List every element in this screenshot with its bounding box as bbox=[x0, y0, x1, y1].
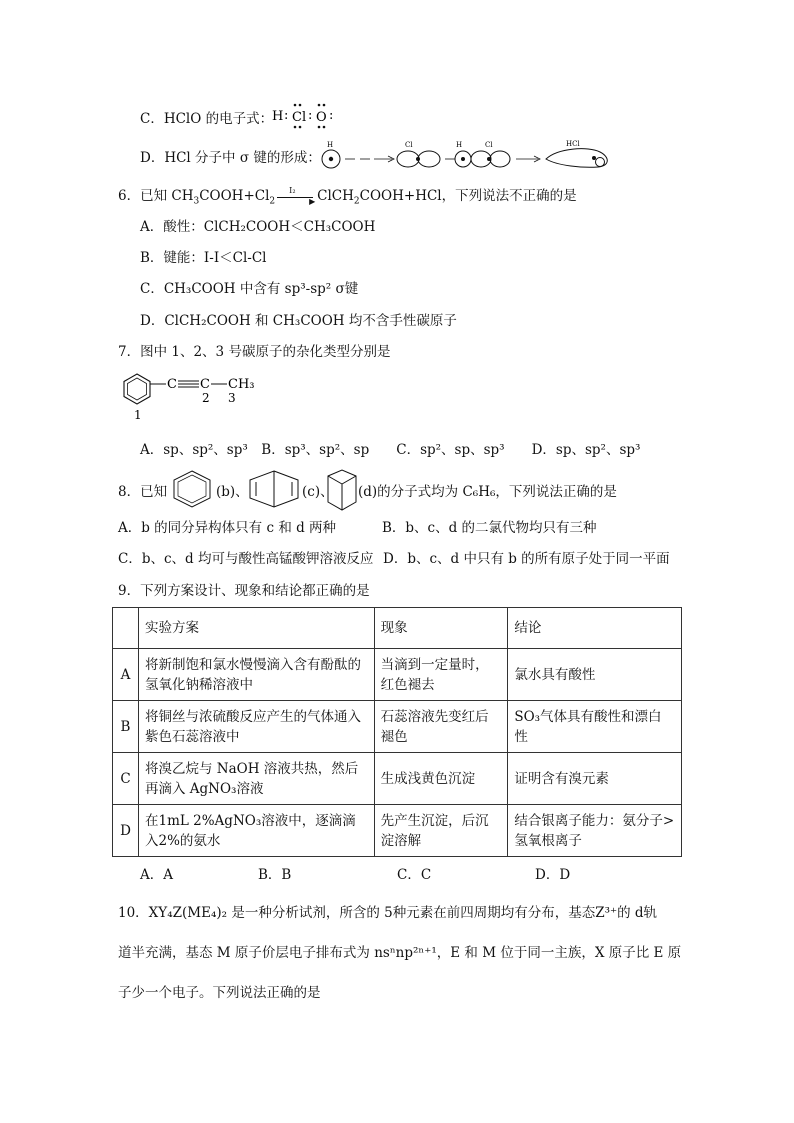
header-cell bbox=[113, 608, 139, 649]
q9-option-a: A．A bbox=[140, 867, 173, 883]
label-2: 2 bbox=[202, 391, 210, 405]
h-label: H bbox=[327, 141, 334, 149]
h-label-2: H bbox=[456, 141, 463, 149]
header-cell: 结论 bbox=[508, 608, 682, 649]
struct-c1: C bbox=[167, 377, 177, 392]
q8-option-c: C．b、c、d 均可与酸性高锰酸钾溶液反应 bbox=[118, 551, 374, 567]
formula-colon-2: : bbox=[308, 108, 313, 123]
header-cell: 现象 bbox=[374, 608, 508, 649]
formula-colon-3: : bbox=[329, 108, 334, 123]
formula-h: H bbox=[272, 109, 284, 124]
struct-ch3: CH₃ bbox=[228, 377, 255, 392]
cell-conclusion: 结合银离子能力：氨分子>氢氧根离子 bbox=[508, 805, 682, 857]
label-3: 3 bbox=[228, 391, 236, 405]
cell-plan: 将铜丝与浓硫酸反应产生的气体通入紫色石蕊溶液中 bbox=[138, 701, 374, 753]
benzene-b-structure bbox=[170, 469, 216, 509]
phenylpropyne-structure bbox=[118, 368, 268, 426]
reaction-arrow: I₂ ▶ bbox=[275, 191, 317, 203]
dot bbox=[318, 104, 321, 107]
q6-option-b: B．键能：I-I＜Cl-Cl bbox=[140, 250, 267, 266]
q6-reaction: COOH+Cl bbox=[199, 188, 270, 204]
table-header-row bbox=[113, 608, 682, 649]
struct-c2: C bbox=[200, 377, 210, 392]
table-row bbox=[113, 753, 682, 805]
q8-option-d: D．b、c、d 中只有 b 的所有原子处于同一平面 bbox=[383, 551, 670, 567]
q8-b-label: (b)、 bbox=[216, 484, 249, 500]
cell-plan: 在1mL 2%AgNO₃溶液中，逐滴滴入2%的氨水 bbox=[138, 805, 374, 857]
q6-option-c: C．CH₃COOH 中含有 sp³-sp² σ键 bbox=[140, 281, 359, 297]
row-label: B bbox=[113, 701, 139, 753]
row-label: C bbox=[113, 753, 139, 805]
table-row bbox=[113, 805, 682, 857]
dot bbox=[323, 104, 326, 107]
q8-option-a: A．b 的同分异构体只有 c 和 d 两种 bbox=[118, 520, 337, 536]
q7-stem: 7．图中 1、2、3 号碳原子的杂化类型分别是 bbox=[118, 344, 391, 360]
sigma-bond-formation-diagram bbox=[318, 138, 613, 172]
q6-stem-pre: 6．已知 CH bbox=[118, 188, 194, 204]
row-label: D bbox=[113, 805, 139, 857]
q10-line-3: 子少一个电子。下列说法正确的是 bbox=[118, 985, 321, 1001]
q9-option-d: D．D bbox=[535, 867, 571, 883]
cell-conclusion: 氯水具有酸性 bbox=[508, 649, 682, 701]
cell-conclusion: SO₃气体具有酸性和漂白性 bbox=[508, 701, 682, 753]
cell-phenomenon: 生成浅黄色沉淀 bbox=[374, 753, 508, 805]
cl-label-2: Cl bbox=[485, 141, 493, 149]
dot bbox=[294, 104, 297, 107]
cell-phenomenon: 当滴到一定量时，红色褪去 bbox=[374, 649, 508, 701]
label-1: 1 bbox=[134, 408, 142, 422]
q5-option-d-label: D．HCl 分子中 σ 键的形成： bbox=[140, 150, 321, 166]
dot bbox=[318, 126, 321, 129]
row-label: A bbox=[113, 649, 139, 701]
hclo-electron-formula bbox=[272, 100, 342, 130]
q8-stem-pre: 8．已知 bbox=[118, 484, 168, 500]
q6-stem: 6．已知 $CH_3COOH+Cl_2$ I₂ ▶ ClCH$_2$COOH+HCl，下列说法不正确的是 bbox=[118, 187, 577, 205]
q6-option-a: A．酸性：ClCH₂COOH＜CH₃COOH bbox=[140, 219, 376, 235]
table-row bbox=[113, 649, 682, 701]
q9-option-b: B．B bbox=[258, 867, 292, 883]
dot bbox=[299, 104, 302, 107]
cell-plan: 将溴乙烷与 NaOH 溶液共热，然后再滴入 AgNO₃溶液 bbox=[138, 753, 374, 805]
cl-label: Cl bbox=[405, 141, 413, 149]
q7-options: A．sp、sp²、sp³ B．sp³、sp²、sp C．sp²、sp、sp³ D．sp、sp²、sp³ bbox=[140, 442, 641, 458]
dot bbox=[294, 126, 297, 129]
header-cell: 实验方案 bbox=[138, 608, 374, 649]
cell-phenomenon: 先产生沉淀，后沉淀溶解 bbox=[374, 805, 508, 857]
formula-colon-1: : bbox=[284, 108, 289, 123]
q9-option-c: C．C bbox=[397, 867, 432, 883]
q8-stem: (d)的分子式均为 C₆H₆，下列说法正确的是 bbox=[358, 484, 617, 500]
table-row bbox=[113, 701, 682, 753]
cell-phenomenon: 石蕊溶液先变红后褪色 bbox=[374, 701, 508, 753]
prismane-d-structure bbox=[324, 468, 360, 512]
cell-plan: 将新制饱和氯水慢慢滴入含有酚酞的氢氧化钠稀溶液中 bbox=[138, 649, 374, 701]
q6-stem-post: COOH+HCl，下列说法不正确的是 bbox=[359, 188, 577, 204]
q8-option-b: B．b、c、d 的二氯代物均只有三种 bbox=[382, 520, 597, 536]
q5-option-c-label: C．HClO 的电子式： bbox=[140, 111, 274, 127]
q6-product: ClCH bbox=[317, 188, 354, 204]
q9-table bbox=[112, 607, 682, 857]
q9-stem: 9．下列方案设计、现象和结论都正确的是 bbox=[118, 583, 370, 599]
q8-c-label: (c)、 bbox=[302, 484, 334, 500]
q6-option-d: D．ClCH₂COOH 和 CH₃COOH 均不含手性碳原子 bbox=[140, 313, 457, 329]
formula-cl: Cl bbox=[292, 110, 307, 125]
dewar-benzene-c-structure bbox=[246, 469, 302, 509]
dot bbox=[323, 126, 326, 129]
formula-o: O bbox=[316, 110, 327, 125]
q10-line-2: 道半充满，基态 M 原子价层电子排布式为 nsⁿnp²ⁿ⁺¹，E 和 M 位于同一主族，X 原子比 E 原 bbox=[118, 945, 682, 961]
cell-conclusion: 证明含有溴元素 bbox=[508, 753, 682, 805]
q10-line-1: 10．XY₄Z(ME₄)₂ 是一种分析试剂，所含的 5种元素在前四周期均有分布，基态Z³⁺的 d轨 bbox=[118, 905, 658, 921]
dot bbox=[299, 126, 302, 129]
hcl-label: HCl bbox=[566, 140, 580, 148]
catalyst-label: I₂ bbox=[289, 185, 296, 195]
